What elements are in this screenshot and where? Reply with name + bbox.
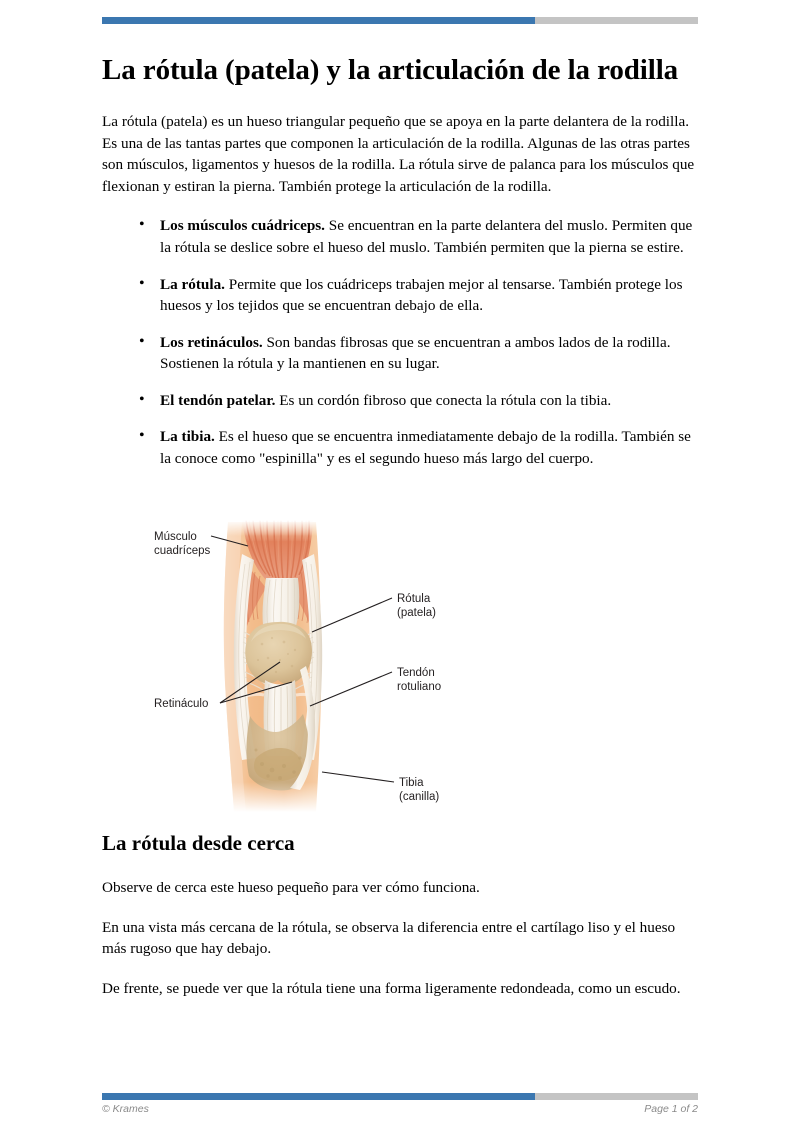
- page-footer: [102, 1103, 698, 1115]
- list-item-lead: Los retináculos.: [160, 333, 263, 351]
- label-quadriceps-line1: Músculo: [154, 531, 197, 543]
- leader-line-tibia: [322, 772, 394, 782]
- leader-line-tendon: [310, 672, 392, 706]
- footer-rule: [102, 1093, 698, 1100]
- header-rule-blue-segment: [102, 17, 535, 24]
- label-patella-line2: (patela): [397, 607, 436, 619]
- page-number: Page 1 of 2: [644, 1103, 698, 1115]
- section-title: La rótula desde cerca: [102, 831, 295, 855]
- closeup-section: [102, 830, 698, 1018]
- footer-rule-grey-segment: [535, 1093, 698, 1100]
- fade-top: [210, 520, 336, 536]
- list-item: [139, 274, 698, 317]
- label-retinaculum: Retináculo: [154, 698, 209, 710]
- document-content: [102, 52, 698, 485]
- list-item-lead: La tibia.: [160, 428, 215, 446]
- list-item: [139, 426, 698, 469]
- fade-bottom: [210, 782, 336, 812]
- label-quadriceps-line2: cuadríceps: [154, 545, 211, 557]
- leader-line-patella: [312, 598, 392, 632]
- page-title: La rótula (patela) y la articulación de la rodilla: [102, 54, 679, 86]
- anatomy-bullet-list: [102, 215, 698, 469]
- closeup-paragraph-1: Observe de cerca este hueso pequeño para ver cómo funciona.: [102, 879, 480, 897]
- list-item: [139, 332, 698, 375]
- label-tendon-line1: Tendón: [397, 667, 435, 679]
- knee-anatomy-svg: [150, 520, 480, 812]
- list-item-lead: Los músculos cuádriceps.: [160, 217, 325, 235]
- list-item-lead: La rótula.: [160, 275, 225, 293]
- list-item: [139, 390, 698, 412]
- closeup-paragraph-3: De frente, se puede ver que la rótula tiene una forma ligeramente redondeada, como un escudo.: [102, 980, 681, 998]
- closeup-paragraph-2: En una vista más cercana de la rótula, se observa la diferencia entre el cartílago liso y el hueso más rugoso que hay debajo.: [102, 918, 676, 958]
- label-patella-line1: Rótula: [397, 593, 431, 605]
- label-tibia-line2: (canilla): [399, 791, 440, 803]
- knee-anatomy-illustration: [150, 520, 480, 812]
- copyright-text: © Krames: [102, 1103, 149, 1115]
- list-item-text: Son bandas fibrosas que se encuentran a ambos lados de la rodilla. Sostienen la rótula y la mantienen en su lugar.: [160, 333, 671, 373]
- list-item-text: Es el hueso que se encuentra inmediatamente debajo de la rodilla. También se la conoce como "espinilla" y es el segundo hueso más largo del cuerpo.: [160, 428, 691, 468]
- list-item-text: Es un cordón fibroso que conecta la rótula con la tibia.: [275, 391, 612, 409]
- label-tibia-line1: Tibia: [399, 777, 424, 789]
- header-rule: [102, 17, 698, 24]
- list-item-text: Permite que los cuádriceps trabajen mejor al tensarse. También protege los huesos y los tejidos que se encuentran debajo de ella.: [160, 275, 683, 315]
- intro-paragraph: La rótula (patela) es un hueso triangular pequeño que se apoya en la parte delantera de la rodilla. Es una de las tantas partes que componen la articulación de la rodilla. Algunas de las otras partes son músculos, ligamentos y huesos de la rodilla. La rótula sirve de palanca para los músculos que flexionan y estiran la pierna. También protege la articulación de la rodilla.: [102, 113, 695, 195]
- list-item-text: Se encuentran en la parte delantera del muslo. Permiten que la rótula se deslice sobre el hueso del muslo. También permiten que la pierna se estire.: [160, 217, 693, 256]
- label-tendon-line2: rotuliano: [397, 681, 442, 693]
- list-item: [139, 215, 698, 258]
- footer-rule-blue-segment: [102, 1093, 535, 1100]
- list-item-lead: El tendón patelar.: [160, 391, 276, 409]
- header-rule-grey-segment: [535, 17, 698, 24]
